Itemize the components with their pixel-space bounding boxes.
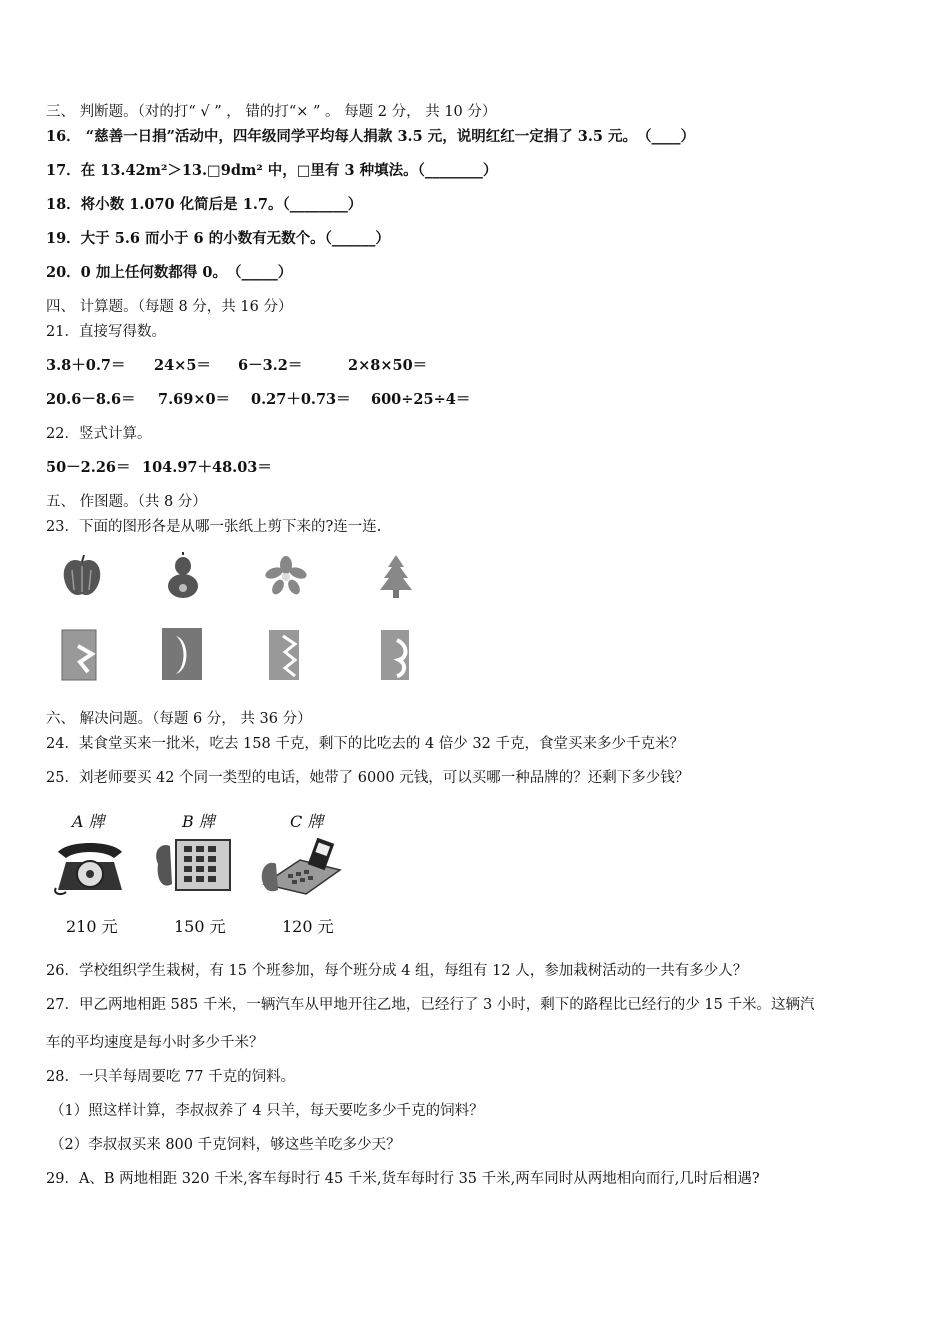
question-16: 16． “慈善一日捐”活动中，四年级同学平均每人捐款 3.5 元，说明红红一定捐了 3.5 元。 （____） [46, 128, 696, 145]
phone-a-brand: A 牌 [72, 812, 105, 831]
section6-heading: 六、 解决问题。（每题 6 分， 共 36 分） [46, 711, 312, 727]
paper-piece-4-icon [379, 628, 413, 682]
calc-item: 3.8＋0.7＝ [46, 357, 126, 374]
calc-item: 20.6－8.6＝ [46, 391, 136, 408]
calc-item: 24×5＝ [154, 357, 211, 374]
tree-shape-icon [376, 553, 416, 599]
calc-item: 50－2.26＝ [46, 459, 131, 476]
question-18: 18．将小数 1.070 化简后是 1.7。（________） [46, 196, 363, 213]
question-26: 26．学校组织学生栽树，有 15 个班参加，每个班分成 4 组，每组有 12 人，参加栽树活动的一共有多少人？ [46, 963, 748, 979]
phone-b-price: 150 元 [174, 917, 226, 936]
section3-heading: 三、 判断题。（对的打“ √ ” ， 错的打“× ” 。 每题 2 分， 共 10 分） [46, 104, 497, 120]
question-24: 24．某食堂买来一批米，吃去 158 千克，剩下的比吃去的 4 倍少 32 千克，食堂买来多少千克米？ [46, 736, 684, 752]
question-27-line-1: 27．甲乙两地相距 585 千米，一辆汽车从甲地开往乙地，已经行了 3 小时，剩下的路程比已经行的少 15 千米。这辆汽 [46, 997, 815, 1013]
section4-heading: 四、 计算题。（每题 8 分，共 16 分） [46, 299, 293, 315]
calc-item: 7.69×0＝ [158, 391, 231, 408]
phone-b-brand: B 牌 [182, 812, 215, 831]
question-20: 20．0 加上任何数都得 0。 （_____） [46, 264, 293, 281]
question-28-part-1: （1）照这样计算，李叔叔养了 4 只羊，每天要吃多少千克的饲料？ [50, 1103, 484, 1119]
calc-item: 2×8×50＝ [348, 357, 428, 374]
question-28: 28．一只羊每周要吃 77 千克的饲料。 [46, 1069, 296, 1085]
keypad-phone-icon [152, 836, 236, 898]
phone-a-price: 210 元 [66, 917, 118, 936]
phone-c-brand: C 牌 [290, 812, 324, 831]
question-27-line-2: 车的平均速度是每小时多少千米？ [46, 1035, 264, 1051]
question-22: 22．竖式计算。 [46, 426, 152, 442]
apple-shape-icon [58, 552, 106, 600]
flower-shape-icon [264, 556, 308, 596]
cordless-phone-icon [260, 836, 344, 898]
question-19: 19．大于 5.6 而小于 6 的小数有无数个。（______） [46, 230, 390, 247]
question-29: 29．A、B 两地相距 320 千米,客车每时行 45 千米,货车每时行 35 千米,两车同时从两地相向而行,几时后相遇? [46, 1171, 760, 1187]
calc-row-3 [46, 458, 272, 478]
section5-heading: 五、 作图题。（共 8 分） [46, 494, 207, 510]
paper-piece-2-icon [160, 626, 204, 682]
calc-item: 6－3.2＝ [238, 357, 303, 374]
question-21: 21．直接写得数。 [46, 324, 166, 340]
question-17: 17．在 13.42m²＞13.□9dm² 中，□里有 3 种填法。（________） [46, 162, 498, 179]
question-28-part-2: （2）李叔叔买来 800 千克饲料，够这些羊吃多少天？ [50, 1137, 401, 1153]
calc-item: 0.27＋0.73＝ [251, 391, 351, 408]
gourd-shape-icon [163, 552, 203, 600]
question-23: 23．下面的图形各是从哪一张纸上剪下来的?连一连. [46, 519, 382, 535]
rotary-phone-icon [52, 838, 128, 898]
paper-piece-3-icon [267, 628, 303, 682]
calc-item: 104.97＋48.03＝ [142, 459, 272, 476]
calc-row-2 [46, 390, 470, 410]
calc-item: 600÷25÷4＝ [371, 391, 471, 408]
calc-row-1 [46, 356, 427, 376]
phone-c-price: 120 元 [282, 917, 334, 936]
paper-piece-1-icon [60, 628, 100, 682]
question-25: 25．刘老师要买 42 个同一类型的电话，她带了 6000 元钱，可以买哪一种品牌的？还剩下多少钱？ [46, 770, 690, 786]
